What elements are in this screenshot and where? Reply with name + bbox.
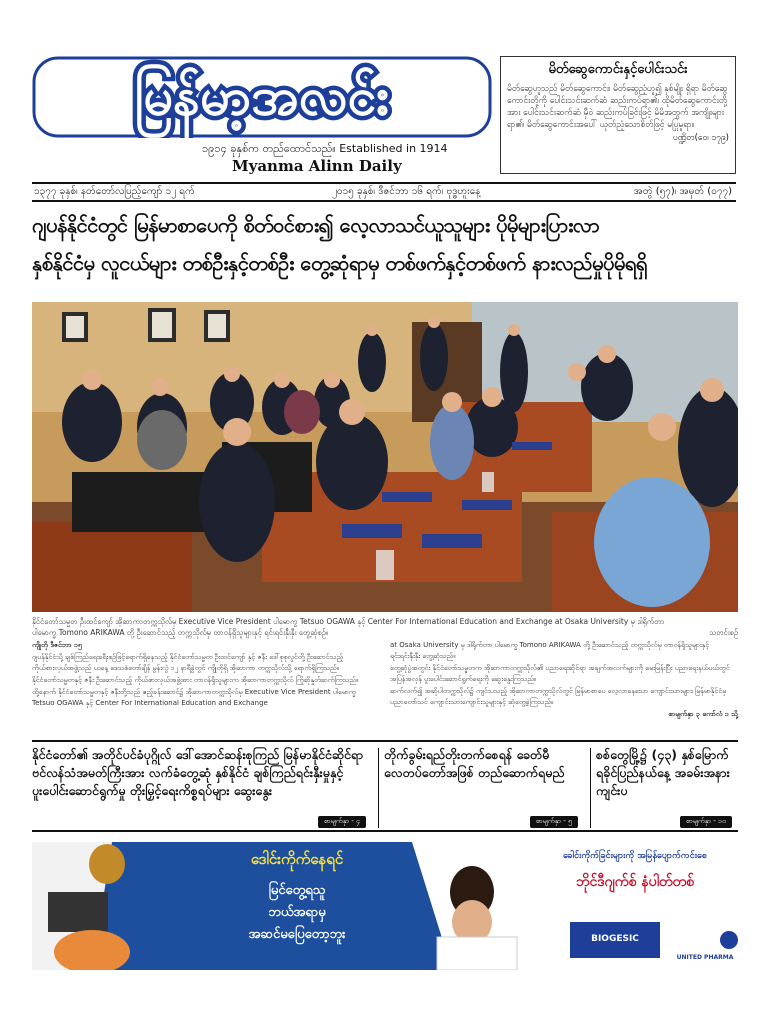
ad-left-line-1: မြင်တွေ့ရသူ [268,883,326,898]
teaser-2-page[interactable]: စာမျက်နှာ - ၅ [530,816,578,828]
main-headline-line-2[interactable]: နှစ်နိုင်ငံမှ လူငယ်များ တစ်ဦးနှင့်တစ်ဦး တွေ့ဆုံရာမှ တစ်ဖက်နှင့်တစ်ဖက် နားလည်မှုပိုမိုရရှိ [32,251,647,275]
article-continued-link[interactable]: စာမျက်နှာ ၃ ကော်လံ ၁ သို့ [668,710,738,718]
slogan-body: မိတ်ဆွေဟူသည် မိတ်ဆွေကောင်း၊ မိတ်ဆွေညံ့ဟူ၍ နှစ်မျိုး ရှိရာ မိတ်ဆွေကောင်းတို့ကို ပေါင်းသင်းဆက်ဆံ ဆည်းကပ်ရာ၏၊ ထိုမိတ်ဆွေကောင်းတို့အား ပေါင်းသင်းဆက်ဆံ မှီဝဲ ဆည်းကပ်ခြင်းဖြင့် မိမိအတွက် အကျိုးများရာ၏၊ မိတ်ဆွေကောင်းအပေါ် ယုတ်ညံ့သောစိတ်ဖြင့် မပြုမူရာ။ [507,84,728,130]
meeting-photo-illustration [32,302,738,612]
ad-product-name: BIOGESIC [591,934,639,944]
ad-company-name: UNITED PHARMA [676,954,734,961]
teaser-3-text: စစ်တွေမြို့၌ (၄၃) နှစ်မြောက် ရခိုင်ပြည်နယ်နေ့ အခမ်းအနားကျင်းပ [596,747,730,798]
teaser-divider [378,748,379,828]
caption-line-1: နိုင်ငံတော်သမ္မတ ဦးထင်ကျော် အိုဆာကာတက္ကသိုလ်မှ Executive Vice President ပါမောက္ခ Tetsuo OGAWA နှင့် Center For International Education and Exchange at Osaka University မှ ဒါရိုက်တာ [32,617,665,626]
masthead [32,56,492,174]
article-paragraph: ထို့နောက် နိုင်ငံတော်သမ္မတနှင့် ဇနီးတို့သည် ဧည့်ခန်းဆောင်၌ အိုဆာကာတက္ကသိုလ်မှ Executive Vice President ပါမောက္ခ Tetsuo OGAWA နှင့် Center For International Education and Exchange [32,688,356,707]
article-right-column [390,640,738,721]
article-dateline: ကျိုတို ဒီဇင်ဘာ ၁၅ [32,641,82,649]
slogan-source: ပဏ္ဍိတ(ဝေ၊ ၁၇၉) [672,133,729,143]
ad-right-headline: ခေါင်းကိုက်ခြင်းများကို အမြန်ပျောက်ကင်းစေ [563,851,707,861]
teaser-1-page[interactable]: စာမျက်နှာ - ၄ [318,816,366,828]
advertisement-banner[interactable] [32,842,738,970]
teaser-divider [590,748,591,828]
article-paragraph: ဆက်လက်၍ အဆိုပါတက္ကသိုလ်၌ ကျင်းပသည့် အိုဆာကာတက္ကသိုလ်တွင် မြန်မာစာပေ လေ့လာနေသော ကျောင်းသားများ၊ မြန်မာနိုင်ငံမှ ပညာတော်သင် ကျောင်းသားကျောင်းသူများနှင့် ဆုံတွေ့ခဲ့ကြသည်။ [390,687,727,706]
ad-left-line-3: အဆင်မပြေတော့ဘူး [248,927,346,942]
slogan-title: မိတ်ဆွေကောင်းနှင့်ပေါင်းသင်း [548,62,688,77]
teaser-2-text: တိုက်ခွမ်းရည်တိုးတက်စေရန် ခေတ်မီလေတပ်တော်အဖြစ် တည်ဆောက်ရမည် [384,747,565,780]
photo-caption [32,616,738,638]
article-paragraph: at Osaka University မှ ဒါရိုက်တာ ပါမောက္ခ Tomono ARIKAWA တို့ ဦးဆောင်သည့် တက္ကသိုလ်မှ တာဝန်ရှိသူများနှင့် ရင်းရင်းနှီးနှီး တွေ့ဆုံသည်။ [390,641,710,660]
dateline-volume: အတွဲ (၅၇)၊ အမှတ် (၀၇၇) [633,186,732,197]
article-paragraph: နိုင်ငံတော်သမ္မတနှင့် ဇနီး ဦးဆောင်သည့် ကိုယ်စားလှယ်အဖွဲ့အား တာဝန်ရှိသူများက အိုဆာကာတက္ကသိုလ် ကြိုဆိုနှုတ်ဆက်ကြသည်။ [32,676,359,684]
teaser-3[interactable] [596,746,738,830]
paper-name: Myanma Alinn Daily [232,157,402,175]
ad-right-brand: ဘိုင်ဒီဂျက်စ် နံပါတ်တစ် [576,874,694,890]
dateline-myanmar-date: ၁၃၇၇ ခုနှစ်၊ နတ်တော်လပြည့်ကျော် ၁၂ ရက် [34,186,195,197]
main-photo[interactable] [32,302,738,612]
article-left-column [32,640,372,710]
teaser-1[interactable] [32,746,372,830]
slogan-box [500,56,736,174]
caption-credit: သတင်းစဉ် [709,628,738,637]
teaser-2[interactable] [384,746,584,830]
ad-left-headline: ဒေါင်းကိုက်နေရင် [250,850,344,868]
dateline-gregorian-date: ၂၀၁၅ ခုနှစ်၊ ဒီဇင်ဘာ ၁၆ ရက်၊ ဗုဒ္ဓဟူးနေ့ [332,186,481,197]
ad-left-line-2: ဘယ်အရာမှ [268,905,326,920]
newspaper-logo[interactable] [32,56,492,138]
article-paragraph: ဂျပန်နိုင်ငံသို့ ချစ်ကြည်ရေးခရီးစဉ်ဖြင့်ရောက်ရှိနေသည့် နိုင်ငံတော်သမ္မတ ဦးထင်ကျော် နှင့် ဇနီး ဒေါ်စုစုလွင်တို့ ဦးဆောင်သည့် ကိုယ်စားလှယ်အဖွဲ့သည် ယနေ့ ဒေသစံတော်ချိန် မွန်းလွဲ ၁၂ နာရီခွဲတွင် ကျိုတိုရှိ အိုဆာကာ တက္ကသိုလ်သို့ ရောက်ရှိကြသည်။ [32,653,344,672]
caption-line-2: ပါမောက္ခ Tomono ARIKAWA တို့ ဦးဆောင်သည့် တက္ကသိုလ်မှ တာဝန်ရှိသူများနှင့် ရင်းရင်းနှီးနှီး တွေ့ဆုံစဉ်။ [32,628,329,637]
teaser-1-text: နိုင်ငံတော်၏ အတိုင်ပင်ခံပုဂ္ဂိုလ် ဒေါ်အောင်ဆန်းစုကြည် မြန်မာနိုင်ငံဆိုင်ရာ ဗင်လန်သံအမတ်ကြီးအား လက်ခံတွေ့ဆုံ နှစ်နိုင်ငံ ချစ်ကြည်ရင်းနှီးမှုနှင့် ပူးပေါင်းဆောင်ရွက်မှု တိုးမြှင့်ရေးကိစ္စရပ်များ ဆွေးနွေး [32,747,364,798]
logo-text: မြန်မာ့အလင်း [134,67,390,127]
teaser-3-page[interactable]: စာမျက်နှာ - ၁၀ [680,816,732,828]
main-headline-line-1[interactable]: ဂျပန်နိုင်ငံတွင် မြန်မာစာပေကို စိတ်ဝင်စား၍ လေ့လာသင်ယူသူများ ပိုမိုများပြားလာ [32,213,600,237]
established-line: ၁၉၁၄ ခုနှစ်က တည်ထောင်သည်။ Established in 1914 [202,142,448,155]
teaser-strip [32,740,738,832]
dateline-bar [32,182,736,202]
article-paragraph: တွေ့ဆုံပွဲအတွင်း နိုင်ငံတော်သမ္မတက အိုဆာကာတက္ကသိုလ်၏ ပညာရေးဆိုင်ရာ အချက်အလက်များကို မေးမြန်းပြီး ပညာရေးနယ်ပယ်တွင် အပြန်အလှန် ပူးပေါင်းဆောင်ရွက်ရေးကို ဆွေးနွေးကြသည်။ [390,664,730,683]
